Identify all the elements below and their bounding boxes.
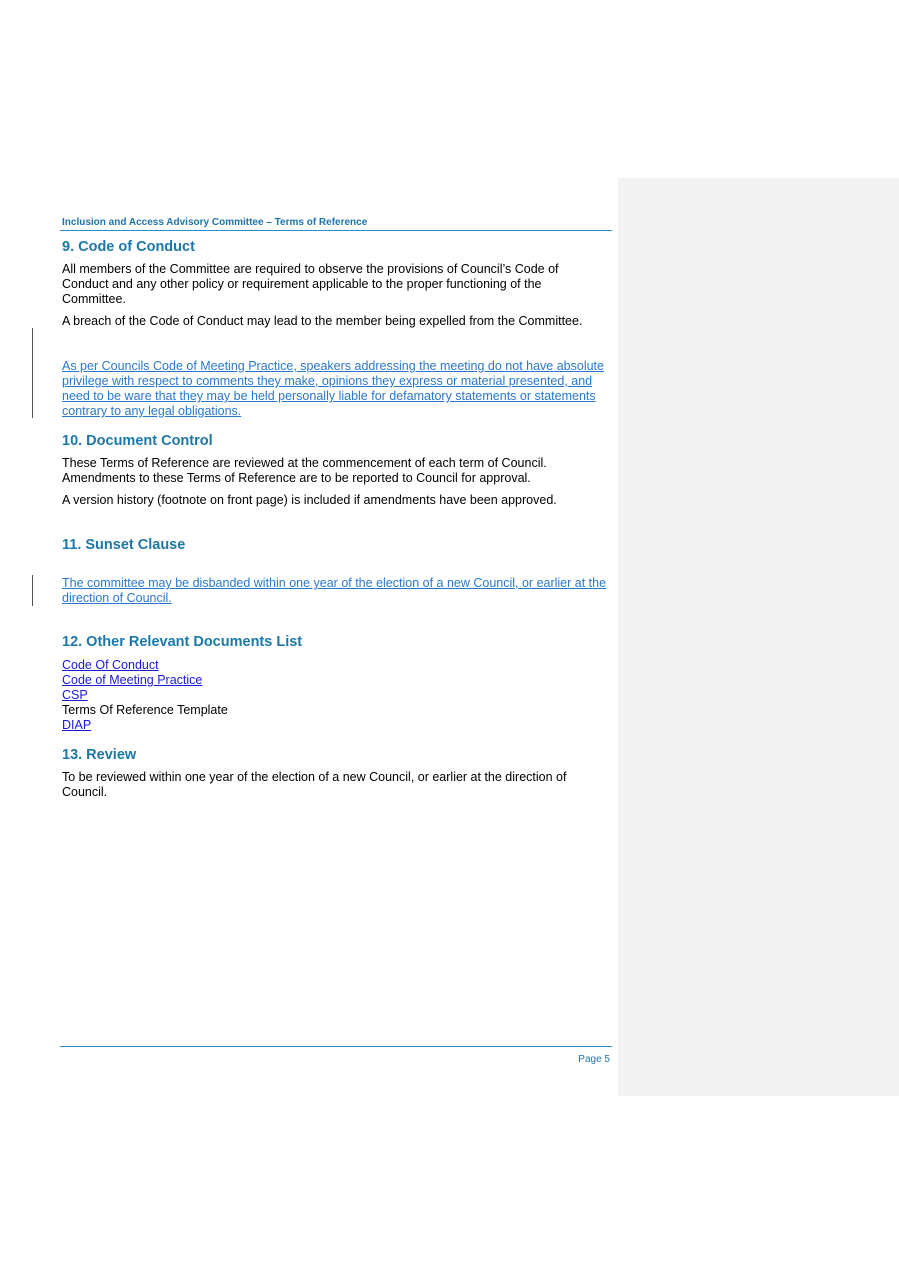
document-link-code-of-conduct[interactable]: Code Of Conduct	[62, 658, 159, 672]
section-heading-sunset-clause: 11. Sunset Clause	[62, 537, 186, 553]
document-item-terms-of-reference-template: Terms Of Reference Template	[62, 703, 228, 717]
document-control-paragraph-1: These Terms of Reference are reviewed at the commencement of each term of Council. Amendments to these Terms of Reference are to be reported to Council for approval.	[62, 456, 547, 485]
review-paragraph: To be reviewed within one year of the election of a new Council, or earlier at the direction of Council.	[62, 770, 567, 799]
code-of-conduct-paragraph-1: All members of the Committee are required to observe the provisions of Council’s Code of Conduct and any other policy or requirement applicable to the proper functioning of the Committee.	[62, 262, 559, 306]
change-bar	[32, 575, 33, 606]
section-heading-review: 13. Review	[62, 747, 137, 763]
tracked-insertion-sunset-clause[interactable]: The committee may be disbanded within one year of the election of a new Council, or earlier at the direction of Council.	[62, 576, 607, 605]
other-documents-list	[62, 658, 607, 733]
section-heading-other-documents: 12. Other Relevant Documents List	[62, 634, 303, 650]
change-bar	[32, 328, 33, 418]
page-number: Page 5	[578, 1054, 610, 1065]
section-heading-code-of-conduct: 9. Code of Conduct	[62, 239, 195, 255]
tracked-insertion-meeting-practice[interactable]: As per Councils Code of Meeting Practice, speakers addressing the meeting do not have absolute privilege with respect to comments they make, opinions they express or material presented, and need to be ware that they may be held personally liable for defamatory statements or statements contrary to any legal obligations.	[62, 359, 604, 418]
header-rule	[60, 230, 612, 231]
document-header: Inclusion and Access Advisory Committee – Terms of Reference	[62, 217, 368, 228]
document-control-paragraph-2: A version history (footnote on front page) is included if amendments have been approved.	[62, 493, 557, 507]
document-link-diap[interactable]: DIAP	[62, 718, 92, 732]
code-of-conduct-paragraph-2: A breach of the Code of Conduct may lead to the member being expelled from the Committee.	[62, 314, 583, 328]
document-link-code-of-meeting-practice[interactable]: Code of Meeting Practice	[62, 673, 203, 687]
document-link-csp[interactable]: CSP	[62, 688, 88, 702]
comment-pane	[618, 178, 899, 1096]
footer-rule	[60, 1046, 612, 1047]
section-heading-document-control: 10. Document Control	[62, 433, 213, 449]
